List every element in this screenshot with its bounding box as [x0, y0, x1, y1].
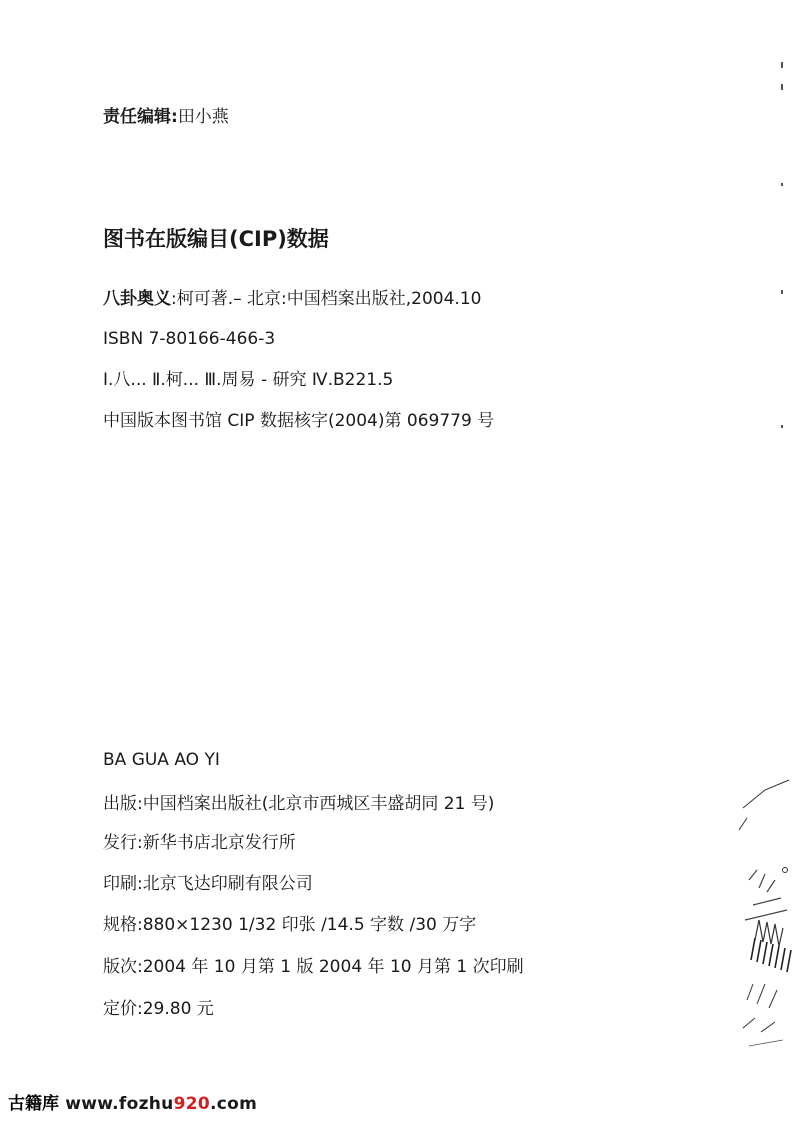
printer-value: 北京飞达印刷有限公司 — [142, 874, 313, 894]
editor-line — [103, 109, 229, 126]
editor-name: 田小燕 — [177, 107, 229, 127]
scan-mark — [781, 84, 783, 90]
cip-title: 图书在版编目(CIP)数据 — [103, 227, 329, 251]
footer-brand: 古籍库 — [8, 1094, 59, 1114]
spec-label: 规格: — [103, 915, 143, 935]
cip-entry-title: 八卦奥义 — [103, 289, 171, 309]
spec-value: 880×1230 1/32 印张 /14.5 字数 /30 万字 — [142, 915, 477, 935]
scan-mark — [781, 62, 783, 68]
edition-value: 2004 年 10 月第 1 版 2004 年 10 月第 1 次印刷 — [142, 957, 524, 977]
cip-entry — [103, 291, 481, 308]
cip-classification: Ⅰ.八... Ⅱ.柯... Ⅲ.周易 - 研究 Ⅳ.B221.5 — [103, 370, 394, 390]
cip-entry-details: :柯可著.– 北京:中国档案出版社,2004.10 — [171, 289, 482, 309]
cip-isbn: ISBN 7-80166-466-3 — [103, 329, 276, 349]
footer-url-prefix: www.fozhu — [59, 1094, 174, 1114]
distributor-label: 发行: — [103, 833, 143, 853]
scan-mark — [781, 183, 783, 186]
publisher-line — [103, 796, 494, 813]
price-value: 29.80 元 — [142, 999, 214, 1019]
distributor-value: 新华书店北京发行所 — [142, 833, 296, 853]
printer-line — [103, 876, 313, 893]
price-label: 定价: — [103, 999, 143, 1019]
cip-record: 中国版本图书馆 CIP 数据核字(2004)第 069779 号 — [103, 411, 495, 431]
scan-mark — [781, 425, 783, 428]
edition-line — [103, 959, 524, 976]
spec-line — [103, 917, 476, 934]
distributor-line — [103, 835, 296, 852]
footer-watermark — [8, 1089, 257, 1114]
scan-edge-noise — [735, 770, 793, 1070]
footer-url-number: 920 — [173, 1094, 210, 1114]
printer-label: 印刷: — [103, 874, 143, 894]
publisher-value: 中国档案出版社(北京市西城区丰盛胡同 21 号) — [142, 794, 495, 814]
editor-label: 责任编辑: — [103, 107, 178, 127]
publisher-label: 出版: — [103, 794, 143, 814]
scan-mark — [781, 290, 783, 294]
footer-url-suffix: .com — [209, 1094, 258, 1114]
price-line — [103, 1001, 214, 1018]
pinyin-title: BA GUA AO YI — [103, 750, 220, 770]
edition-label: 版次: — [103, 957, 143, 977]
